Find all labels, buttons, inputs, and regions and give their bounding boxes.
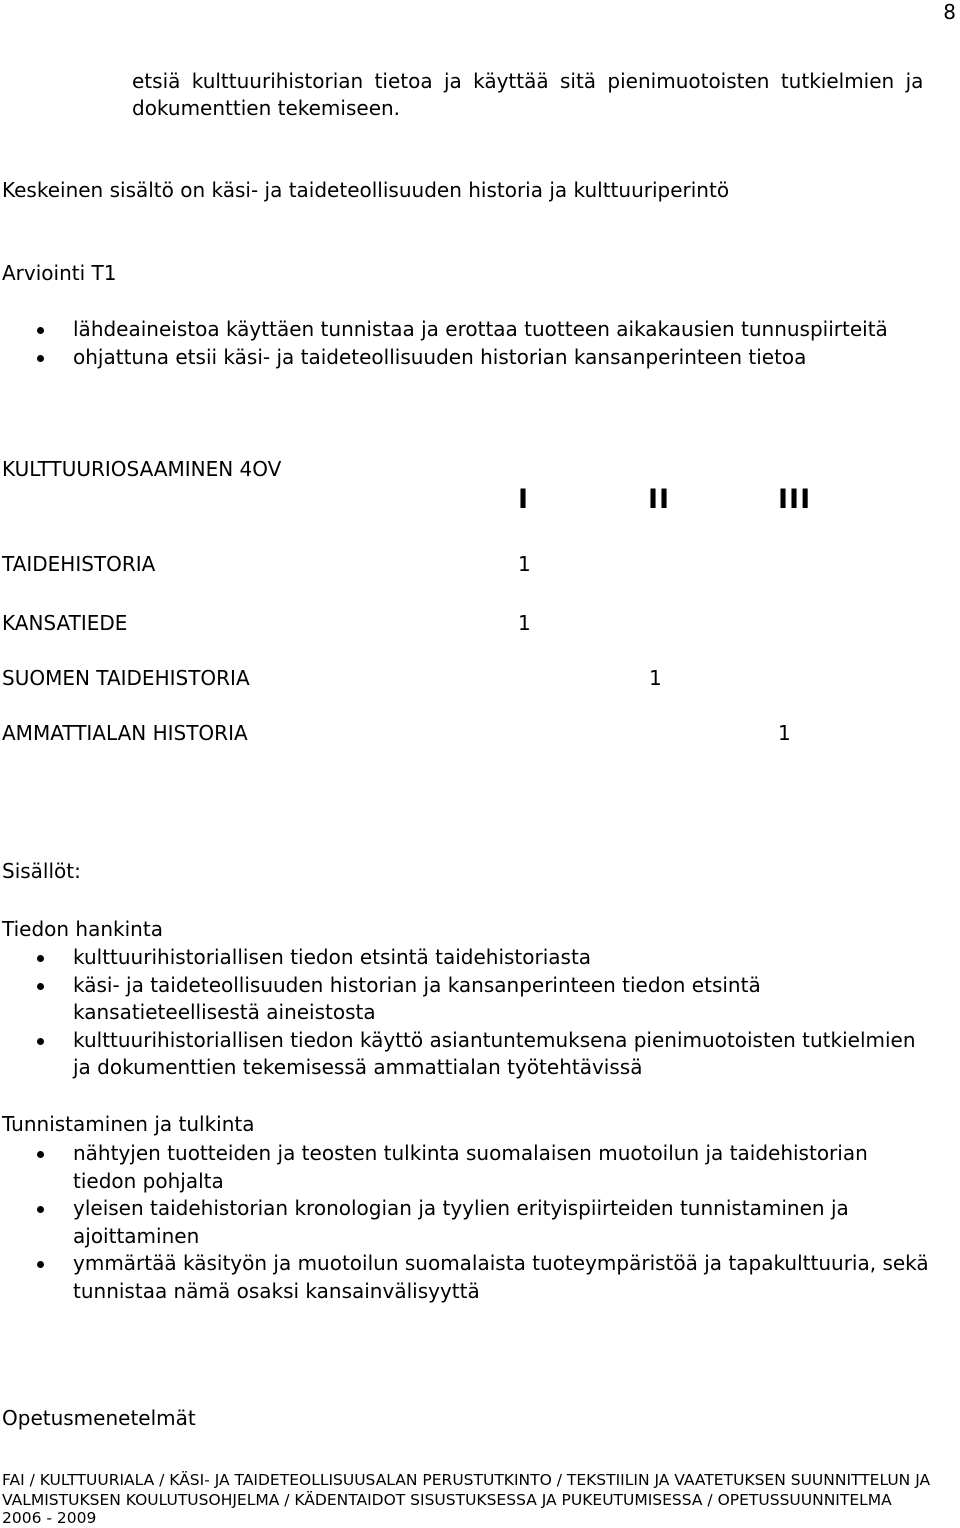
list-item bbox=[0, 1140, 929, 1195]
bullet-icon bbox=[37, 1206, 44, 1213]
footer-line-3: 2006 - 2009 bbox=[2, 1509, 97, 1527]
list-item-text: lähdeaineistoa käyttäen tunnistaa ja erottaa tuotteen aikakausien tunnuspiirteitä bbox=[73, 317, 888, 341]
column-header-iii: III bbox=[778, 484, 812, 515]
list-item-text: ohjattuna etsii käsi- ja taideteollisuuden historian kansanperinteen tietoa bbox=[73, 344, 807, 369]
identification-list bbox=[0, 1140, 929, 1305]
teaching-methods-title: Opetusmenetelmät bbox=[2, 1406, 196, 1430]
list-item-text: käsi- ja taideteollisuuden historian ja kansanperinteen tiedon etsintä bbox=[73, 972, 761, 997]
course-value-taidehistoria: 1 bbox=[518, 552, 531, 576]
course-name-kansatiede: KANSATIEDE bbox=[2, 611, 128, 635]
list-item bbox=[0, 316, 888, 344]
bullet-icon bbox=[37, 327, 44, 334]
bullet-icon bbox=[37, 355, 44, 362]
course-name-suomen-taidehistoria: SUOMEN TAIDEHISTORIA bbox=[2, 666, 250, 690]
column-header-ii: II bbox=[648, 484, 671, 515]
footer-line-1: FAI / KULTTUURIALA / KÄSI- JA TAIDETEOLLISUUSALAN PERUSTUTKINTO / TEKSTIILIN JA VAATETUKSEN SUUNNITTELUN JA bbox=[2, 1471, 931, 1489]
bullet-icon bbox=[37, 1261, 44, 1268]
intro-line-2: dokumenttien tekemiseen. bbox=[132, 96, 401, 120]
list-item bbox=[0, 1250, 929, 1305]
list-item-text-cont: tiedon pohjalta bbox=[73, 1168, 224, 1193]
assessment-title: Arviointi T1 bbox=[2, 261, 117, 285]
course-name-taidehistoria: TAIDEHISTORIA bbox=[2, 552, 156, 576]
list-item bbox=[0, 972, 916, 1027]
list-item bbox=[0, 944, 916, 972]
bullet-icon bbox=[37, 983, 44, 990]
course-name-ammattialan-historia: AMMATTIALAN HISTORIA bbox=[2, 721, 248, 745]
list-item-text: kulttuurihistoriallisen tiedon etsintä taidehistoriasta bbox=[73, 945, 592, 969]
list-item-text: kulttuurihistoriallisen tiedon käyttö asiantuntemuksena pienimuotoisten tutkielmien bbox=[73, 1027, 916, 1052]
identification-title: Tunnistaminen ja tulkinta bbox=[2, 1112, 255, 1136]
assessment-list bbox=[0, 316, 888, 371]
list-item-text-cont: kansatieteellisestä aineistosta bbox=[73, 1000, 376, 1024]
list-item bbox=[0, 1027, 916, 1082]
column-header-i: I bbox=[518, 484, 530, 515]
list-item bbox=[0, 1195, 929, 1250]
bullet-icon bbox=[37, 955, 44, 962]
course-value-ammattialan-historia: 1 bbox=[778, 721, 791, 745]
list-item-text: ymmärtää käsityön ja muotoilun suomalaista tuoteympäristöä ja tapakulttuuria, sekä bbox=[73, 1251, 929, 1275]
list-item bbox=[0, 344, 888, 372]
footer-line-2: VALMISTUKSEN KOULUTUSOHJELMA / KÄDENTAIDOT SISUSTUKSESSA JA PUKEUTUMISESSA / OPETUSSUUNNITELMA bbox=[2, 1491, 892, 1509]
page-number: 8 bbox=[943, 0, 956, 24]
info-gathering-title: Tiedon hankinta bbox=[2, 917, 163, 941]
bullet-icon bbox=[37, 1038, 44, 1045]
list-item-text-cont: tunnistaa nämä osaksi kansainvälisyyttä bbox=[73, 1278, 480, 1303]
course-table-title: KULTTUURIOSAAMINEN 4OV bbox=[2, 457, 282, 481]
list-item-text: yleisen taidehistorian kronologian ja tyylien erityispiirteiden tunnistaminen ja bbox=[73, 1196, 849, 1220]
core-content-text: Keskeinen sisältö on käsi- ja taideteollisuuden historia ja kulttuuriperintö bbox=[2, 178, 730, 202]
intro-line-1: etsiä kulttuurihistorian tietoa ja käyttää sitä pienimuotoisten tutkielmien ja bbox=[132, 69, 924, 93]
contents-title: Sisällöt: bbox=[2, 859, 81, 883]
list-item-text-cont: ajoittaminen bbox=[73, 1223, 200, 1248]
course-value-suomen-taidehistoria: 1 bbox=[649, 666, 662, 690]
course-value-kansatiede: 1 bbox=[518, 611, 531, 635]
bullet-icon bbox=[37, 1151, 44, 1158]
info-gathering-list bbox=[0, 944, 916, 1082]
list-item-text-cont: ja dokumenttien tekemisessä ammattialan työtehtävissä bbox=[73, 1055, 643, 1079]
list-item-text: nähtyjen tuotteiden ja teosten tulkinta suomalaisen muotoilun ja taidehistorian bbox=[73, 1141, 868, 1165]
